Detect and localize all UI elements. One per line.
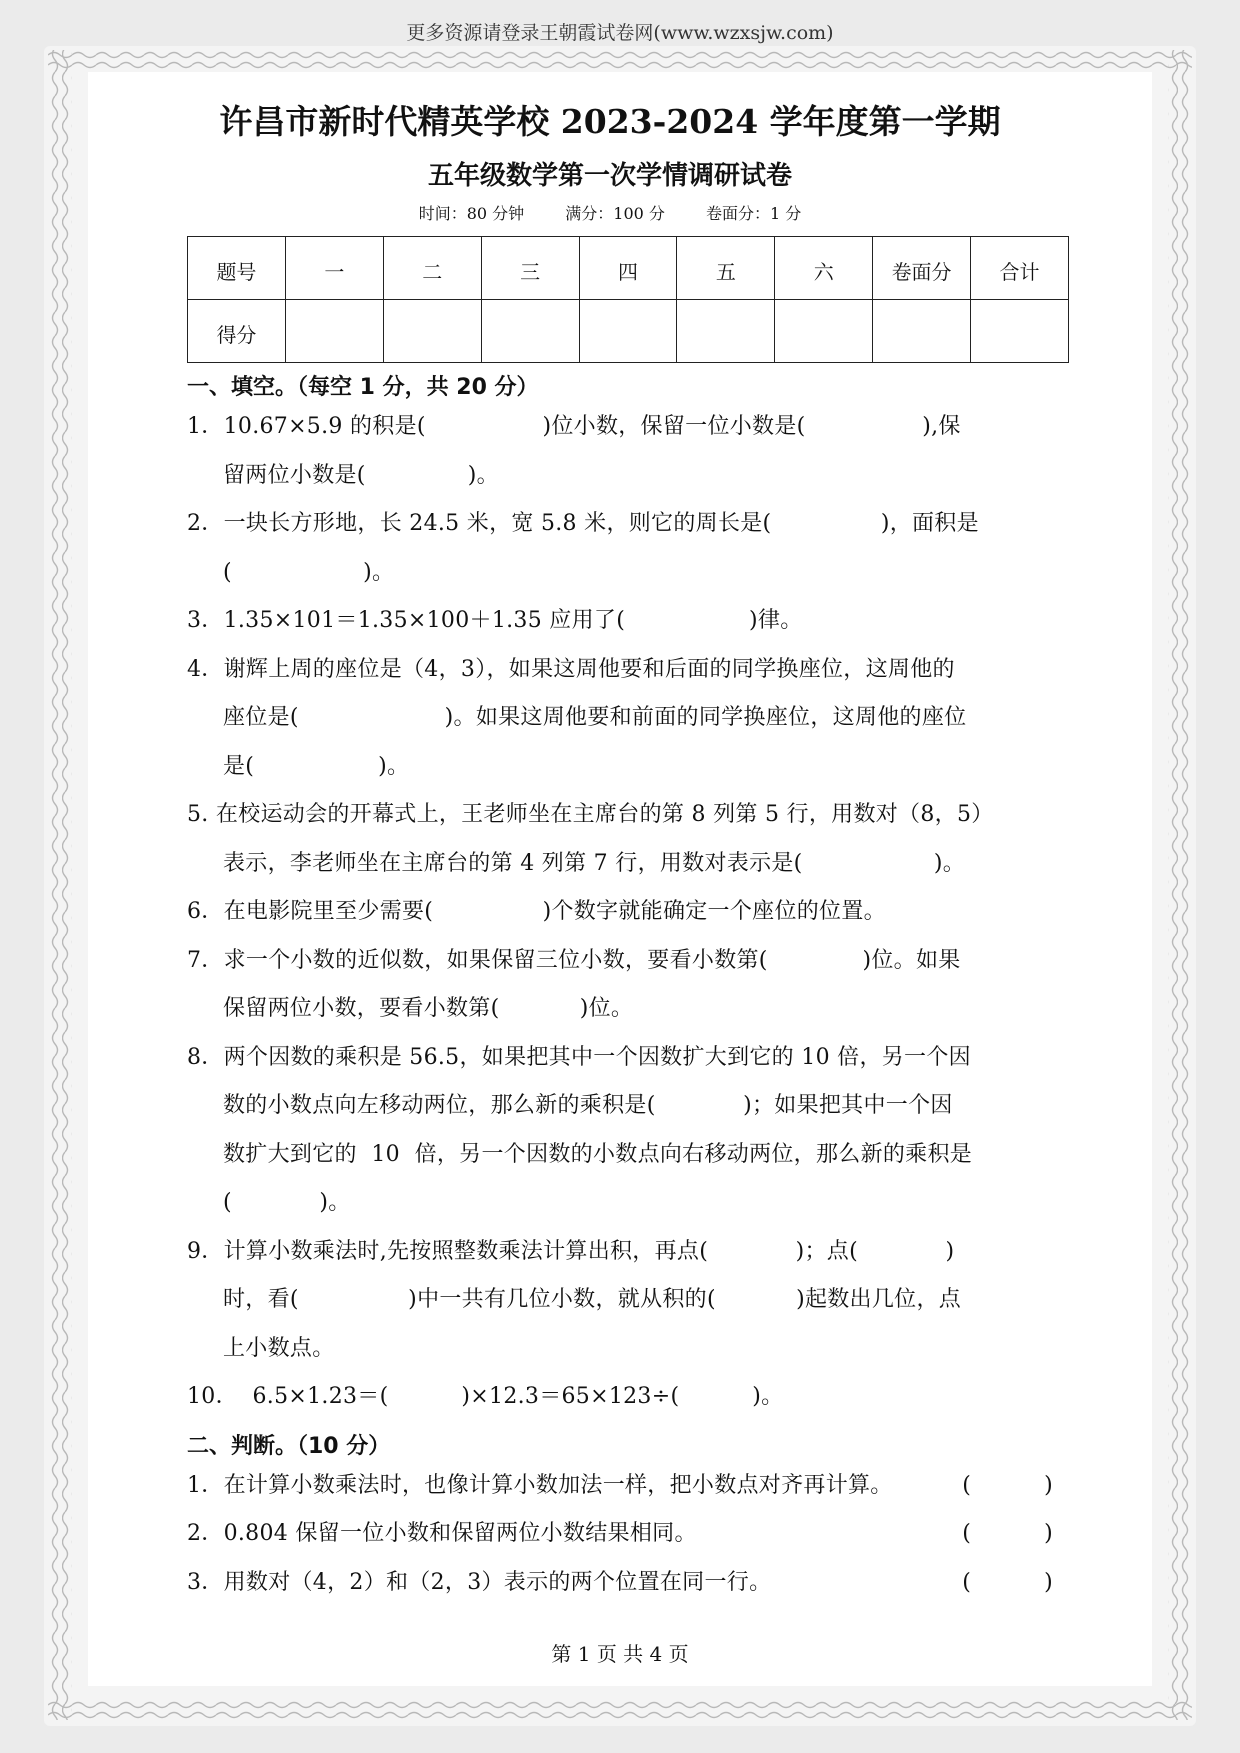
exam-meta	[167, 202, 1053, 226]
score-cell-2: 二	[383, 237, 481, 300]
question-1-1	[187, 403, 1053, 500]
question-text: 1．10.67×5.9 的积是( )位小数，保留一位小数是( ),保	[187, 414, 961, 439]
question-text: 4．谢辉上周的座位是（4，3），如果这周他要和后面的同学换座位，这周他的	[187, 656, 955, 682]
score-cell-5: 五	[677, 237, 775, 300]
question-text: 9．计算小数乘法时,先按照整数乘法计算出积，再点( )；点( )	[187, 1238, 955, 1264]
question-1-3	[187, 597, 1053, 646]
question-text: 2．一块长方形地，长 24.5 米，宽 5.8 米，则它的周长是( )，面积是	[187, 511, 979, 536]
question-1-4	[187, 646, 1053, 792]
question-text: 3．用数对（4，2）和（2，3）表示的两个位置在同一行。	[187, 1569, 772, 1595]
question-text: 数的小数点向左移动两位，那么新的乘积是( )；如果把其中一个因	[223, 1093, 953, 1118]
score-row-label: 得分	[188, 300, 286, 363]
question-text: 1．在计算小数乘法时，也像计算小数加法一样，把小数点对齐再计算。	[187, 1472, 893, 1498]
question-text: 时，看( )中一共有几位小数，就从积的( )起数出几位，点	[223, 1287, 962, 1312]
question-1-6	[187, 888, 1053, 937]
section1-heading: 一、填空。（每空 1 分，共 20 分）	[187, 375, 539, 400]
exam-neatness-score: 卷面分：1 分	[706, 204, 802, 223]
question-text: 上小数点。	[223, 1335, 335, 1361]
score-input-5[interactable]	[677, 300, 775, 363]
answer-paren[interactable]: ( )	[962, 1521, 1053, 1546]
question-text: 7．求一个小数的近似数，如果保留三位小数，要看小数第( )位。如果	[187, 947, 961, 973]
score-cell-6: 六	[775, 237, 873, 300]
score-input-2[interactable]	[383, 300, 481, 363]
score-table-header-row	[188, 237, 1069, 300]
question-1-9	[187, 1228, 1053, 1374]
score-input-1[interactable]	[285, 300, 383, 363]
question-text: 表示，李老师坐在主席台的第 4 列第 7 行，用数对表示是( )。	[223, 850, 966, 876]
exam-full-score: 满分：100 分	[565, 204, 665, 223]
score-input-total[interactable]	[971, 300, 1069, 363]
score-cell-4: 四	[579, 237, 677, 300]
page-footer: 第 1 页 共 4 页	[551, 1642, 689, 1666]
question-1-5	[187, 791, 1053, 888]
question-text: 是( )。	[223, 753, 410, 779]
question-1-2	[187, 500, 1053, 597]
question-text: 留两位小数是( )。	[223, 462, 499, 488]
question-1-10	[187, 1373, 1053, 1422]
answer-paren[interactable]: ( )	[962, 1472, 1053, 1498]
question-2-3	[187, 1559, 1053, 1608]
question-text: 3．1.35×101＝1.35×100＋1.35 应用了( )律。	[187, 608, 803, 633]
question-2-1	[187, 1462, 1053, 1511]
watermark-text: 更多资源请登录王朝霞试卷网(www.wzxsjw.com)	[406, 22, 834, 44]
score-table	[187, 236, 1069, 363]
question-text: 6．在电影院里至少需要( )个数字就能确定一个座位的位置。	[187, 899, 886, 924]
question-1-7	[187, 937, 1053, 1034]
question-text: ( )。	[223, 1190, 351, 1215]
score-input-neatness[interactable]	[873, 300, 971, 363]
score-cell-3: 三	[481, 237, 579, 300]
question-text: 5. 在校运动会的开幕式上，王老师坐在主席台的第 8 列第 5 行，用数对（8，5）	[187, 802, 994, 827]
page-title: 许昌市新时代精英学校 2023-2024 学年度第一学期	[219, 102, 1001, 141]
question-text: 2．0.804 保留一位小数和保留两位小数结果相同。	[187, 1521, 697, 1546]
answer-paren[interactable]: ( )	[962, 1569, 1053, 1595]
score-cell-total: 合计	[971, 237, 1069, 300]
score-cell-neatness: 卷面分	[873, 237, 971, 300]
score-table-score-row	[188, 300, 1069, 363]
question-text: 数扩大到它的 10 倍，另一个因数的小数点向右移动两位，那么新的乘积是	[223, 1141, 973, 1167]
question-text: ( )。	[223, 559, 395, 585]
exam-time: 时间：80 分钟	[418, 204, 525, 223]
question-text: 8．两个因数的乘积是 56.5，如果把其中一个因数扩大到它的 10 倍，另一个因	[187, 1044, 971, 1070]
question-text: 保留两位小数，要看小数第( )位。	[223, 996, 634, 1021]
score-input-3[interactable]	[481, 300, 579, 363]
score-input-6[interactable]	[775, 300, 873, 363]
exam-content	[187, 96, 1053, 1607]
score-cell-label: 题号	[188, 237, 286, 300]
question-text: 10． 6.5×1.23＝( )×12.3＝65×123÷( )。	[187, 1384, 784, 1409]
score-cell-1: 一	[285, 237, 383, 300]
section2-heading: 二、判断。（10 分）	[187, 1433, 391, 1459]
question-1-8	[187, 1034, 1053, 1228]
question-text: 座位是( )。如果这周他要和前面的同学换座位，这周他的座位	[223, 705, 967, 730]
page-subtitle: 五年级数学第一次学情调研试卷	[427, 161, 792, 191]
question-2-2	[187, 1510, 1053, 1559]
score-input-4[interactable]	[579, 300, 677, 363]
